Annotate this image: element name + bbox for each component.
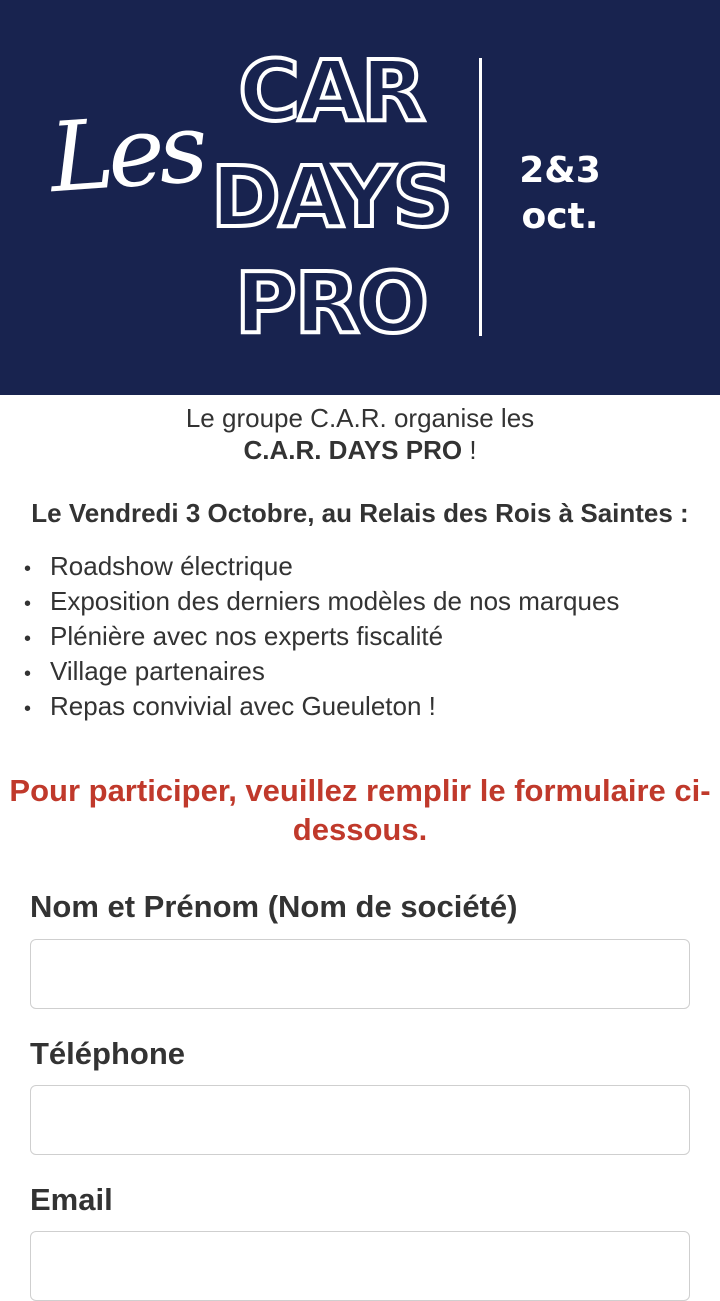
email-label: Email	[30, 1182, 113, 1217]
list-item	[24, 690, 619, 725]
phone-field[interactable]	[30, 1085, 690, 1155]
banner-title-line: DAYS	[210, 148, 452, 246]
bullet-icon: •	[24, 663, 32, 685]
banner-title-line: CAR	[238, 42, 424, 140]
list-item	[24, 550, 619, 585]
list-item	[24, 655, 619, 690]
intro-line: Le groupe C.A.R. organise les	[185, 403, 535, 433]
bullet-icon: •	[24, 698, 32, 720]
name-field[interactable]	[30, 939, 690, 1009]
intro-line	[0, 434, 720, 466]
banner-prefix: Les	[46, 91, 206, 215]
list-item-label: Roadshow électrique	[50, 551, 293, 581]
list-item	[24, 620, 619, 655]
name-label: Nom et Prénom (Nom de société)	[30, 889, 518, 924]
list-item	[24, 585, 619, 620]
banner-date	[500, 148, 620, 240]
event-banner	[0, 0, 720, 395]
list-item-label: Village partenaires	[50, 656, 265, 686]
banner-date-month: oct.	[521, 196, 599, 237]
banner-title	[196, 38, 466, 356]
list-item-label: Repas convivial avec Gueuleton !	[50, 691, 436, 721]
intro-suffix: !	[462, 435, 477, 465]
banner-divider	[479, 58, 482, 336]
banner-date-days: 2&3	[519, 150, 601, 191]
phone-label: Téléphone	[30, 1036, 186, 1071]
list-item-label: Exposition des derniers modèles de nos marques	[50, 586, 620, 616]
bullet-icon: •	[24, 593, 32, 615]
email-field[interactable]	[30, 1231, 690, 1301]
call-to-action: Pour participer, veuillez remplir le formulaire ci-dessous.	[9, 773, 711, 847]
bullet-icon: •	[24, 558, 32, 580]
intro-text	[0, 402, 720, 466]
feature-list	[24, 550, 619, 725]
event-name: C.A.R. DAYS PRO	[243, 435, 463, 465]
banner-title-line: PRO	[235, 254, 427, 352]
bullet-icon: •	[24, 628, 32, 650]
list-item-label: Plénière avec nos experts fiscalité	[50, 621, 444, 651]
event-date-location: Le Vendredi 3 Octobre, au Relais des Rois à Saintes :	[31, 498, 689, 528]
